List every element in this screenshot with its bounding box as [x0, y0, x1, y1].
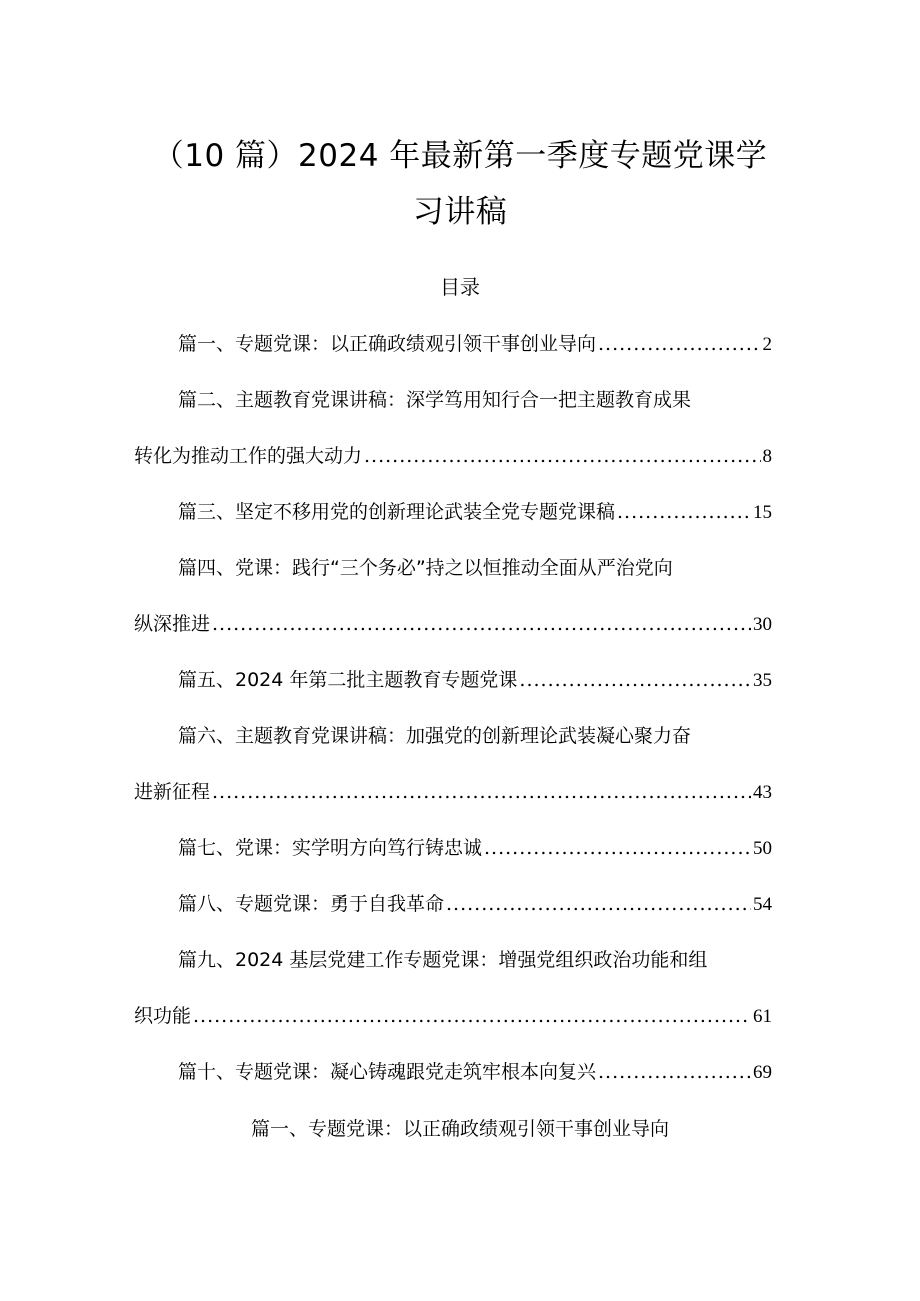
toc-leader-dots [446, 889, 751, 919]
toc-entry-2-line-1[interactable]: 篇二、主题教育党课讲稿：深学笃用知行合一把主题教育成果 [178, 389, 692, 411]
document-title [90, 128, 830, 240]
toc-entry-4-text: 纵深推进 [134, 613, 211, 635]
toc-entry-6-line-1[interactable]: 篇六、主题教育党课讲稿：加强党的创新理论武装凝心聚力奋 [178, 725, 692, 747]
toc-entry-9-page: 61 [753, 1006, 772, 1027]
toc-entry-4-page: 30 [753, 614, 772, 635]
toc-entry-10-text: 篇十、专题党课：凝心铸魂跟党走筑牢根本向复兴 [178, 1061, 597, 1083]
toc-leader-dots [364, 441, 760, 471]
toc-entry-3-page: 15 [753, 502, 772, 523]
toc-entry-9-line-1[interactable]: 篇九、2024 基层党建工作专题党课：增强党组织政治功能和组 [178, 949, 708, 971]
toc-entry-9-text: 织功能 [134, 1005, 192, 1027]
toc-entry-8-text: 篇八、专题党课：勇于自我革命 [178, 893, 445, 915]
toc-leader-dots [598, 329, 760, 359]
toc-leader-dots [617, 497, 751, 527]
document-title-line-1: （10 篇）2024 年最新第一季度专题党课学 [152, 138, 768, 174]
toc-entry-2[interactable] [134, 441, 772, 472]
toc-entry-6-text: 进新征程 [134, 781, 211, 803]
toc-entry-7-page: 50 [753, 838, 772, 859]
toc-entry-8[interactable] [178, 889, 772, 920]
toc-entry-3[interactable] [178, 497, 772, 528]
toc-entry-2-page: 8 [762, 446, 772, 467]
toc-leader-dots [212, 609, 751, 639]
toc-entry-7-text: 篇七、党课：实学明方向笃行铸忠诚 [178, 837, 483, 859]
section-heading: 篇一、专题党课：以正确政绩观引领干事创业导向 [250, 1118, 669, 1140]
toc-leader-dots [193, 1001, 751, 1031]
toc-entry-8-page: 54 [753, 894, 772, 915]
toc-entry-7[interactable] [178, 833, 772, 864]
toc-entry-4-line-1[interactable]: 篇四、党课：践行“三个务必”持之以恒推动全面从严治党向 [178, 557, 673, 579]
toc-entry-10-page: 69 [753, 1062, 772, 1083]
toc-entry-5[interactable] [178, 665, 772, 696]
toc-leader-dots [598, 1057, 751, 1087]
toc-leader-dots [519, 665, 751, 695]
toc-leader-dots [212, 777, 751, 807]
toc-entry-5-text: 篇五、2024 年第二批主题教育专题党课 [178, 669, 518, 691]
toc-entry-1[interactable] [178, 329, 772, 360]
toc-leader-dots [484, 833, 751, 863]
toc-entry-9[interactable] [134, 1001, 772, 1032]
toc-entry-1-page: 2 [762, 334, 772, 355]
document-title-line-2: 习讲稿 [412, 194, 508, 230]
toc-entry-1-text: 篇一、专题党课：以正确政绩观引领干事创业导向 [178, 333, 597, 355]
toc-entry-10[interactable] [178, 1057, 772, 1088]
toc-heading: 目录 [440, 275, 480, 299]
toc-entry-5-page: 35 [753, 670, 772, 691]
toc-entry-3-text: 篇三、坚定不移用党的创新理论武装全党专题党课稿 [178, 501, 616, 523]
toc-entry-6[interactable] [134, 777, 772, 808]
toc-entry-4[interactable] [134, 609, 772, 640]
toc-entry-6-page: 43 [753, 782, 772, 803]
toc-entry-2-text: 转化为推动工作的强大动力 [134, 445, 363, 467]
